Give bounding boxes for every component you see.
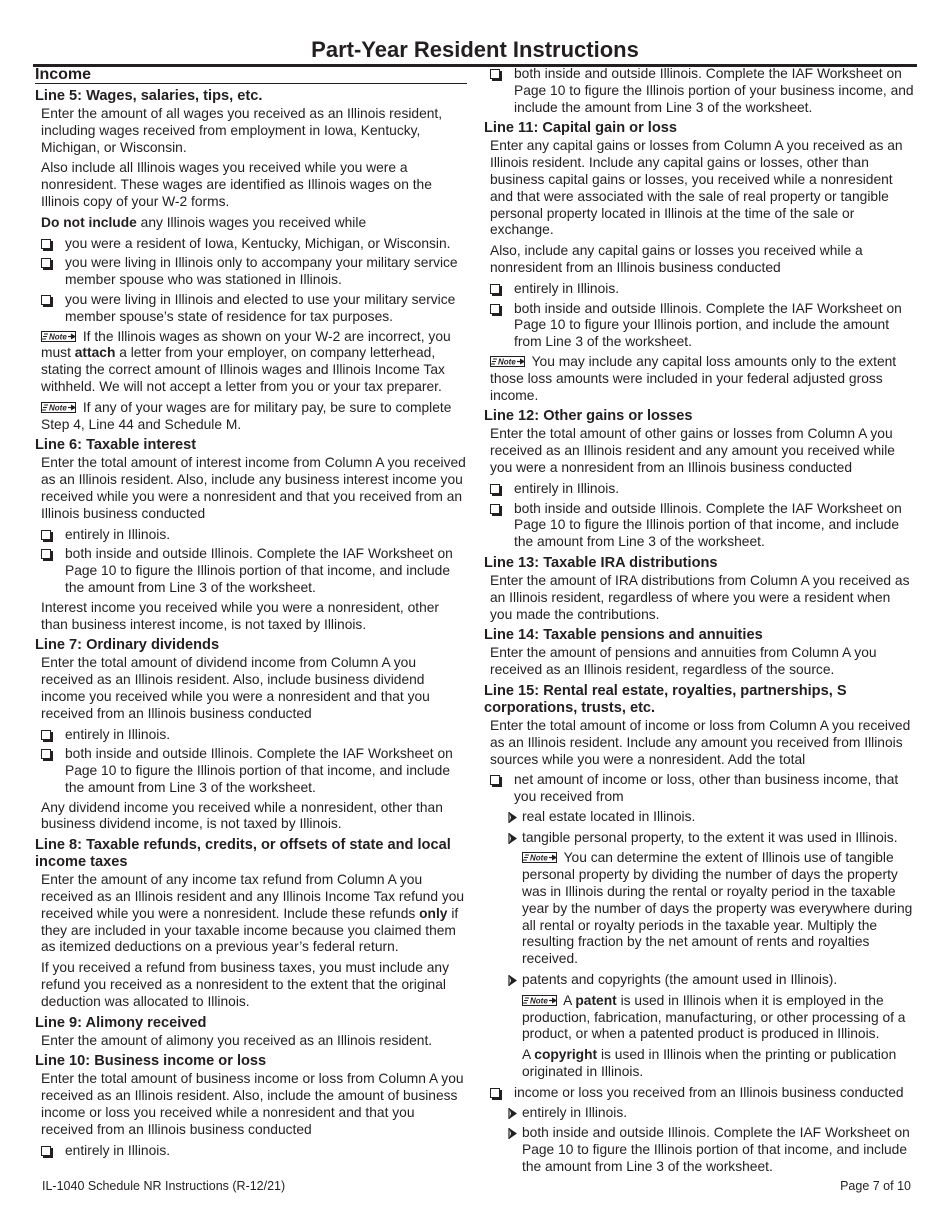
line-8-heading: Line 8: Taxable refunds, credits, or offsets of state and local income taxes: [35, 837, 451, 871]
checkbox-item: both inside and outside Illinois. Complete the IAF Worksheet on Page 10 to figure your Illinois portion, and include the amount from Line 3 of the worksheet.: [490, 301, 916, 351]
note-icon: [41, 402, 77, 413]
emphasis-text: Do not include: [41, 214, 137, 230]
body-text: Enter the amount of any income tax refund from Column A you received as an Illinois resident and any Illinois Income Tax refund you received while you were a nonresident. Include these refunds: [41, 872, 465, 921]
note-icon: [41, 331, 77, 342]
page-title: Part-Year Resident Instructions: [311, 37, 639, 62]
note-icon: [522, 995, 558, 1006]
line-14-paragraph: Enter the amount of pensions and annuities from Column A you received as an Illinois resident, regardless of the source.: [490, 645, 877, 678]
arrow-item: [508, 1105, 916, 1122]
body-text: If the Illinois wages as shown on your W-2 are incorrect, you must: [41, 328, 451, 361]
line-7-paragraph: Any dividend income you received while a nonresident, other than business dividend income, is not taxed by Illinois.: [41, 799, 443, 832]
body-text: tangible personal property, to the extent it was used in Illinois.: [522, 829, 898, 845]
line-9-paragraph: Enter the amount of alimony you received as an Illinois resident.: [41, 1032, 433, 1048]
body-text: a letter from your employer, on company letterhead, stating the correct amount of Illinois wages and Illinois Income Tax withheld. We will not accept a letter from you or your tax preparer.: [41, 345, 445, 394]
arrow-bullet-icon: [508, 1128, 518, 1139]
line-11-paragraph: Also, include any capital gains or losses you received while a nonresident from an Illinois business conducted: [490, 243, 863, 275]
arrow-bullet-icon: [508, 833, 518, 844]
emphasis-text: copyright: [534, 1047, 598, 1063]
checkbox-item: entirely in Illinois.: [41, 727, 467, 744]
arrow-item: [508, 1125, 916, 1175]
body-text: A: [522, 1047, 535, 1063]
note-icon: [522, 852, 558, 863]
line-12-heading: Line 12: Other gains or losses: [484, 408, 693, 425]
line-5-paragraph: Also include all Illinois wages you received while you were a nonresident. These wages are identified as Illinois wages on the Illinois copy of your W-2 forms.: [41, 160, 432, 209]
checkbox-item: you were a resident of Iowa, Kentucky, Michigan, or Wisconsin.: [41, 236, 467, 253]
line-6-heading: Line 6: Taxable interest: [35, 437, 197, 454]
body-text: is used in Illinois when the printing or publication originated in Illinois.: [522, 1047, 897, 1080]
body-text: A: [560, 992, 576, 1008]
checkbox-item: net amount of income or loss, other than business income, that you received from: [490, 772, 916, 806]
line-14-heading: Line 14: Taxable pensions and annuities: [484, 627, 763, 644]
checkbox-item: both inside and outside Illinois. Complete the IAF Worksheet on Page 10 to figure the Illinois portion of that income, and include the amount from Line 3 of the worksheet.: [41, 546, 467, 596]
arrow-item: [508, 830, 916, 847]
note-paragraph: [522, 993, 916, 1043]
checkbox-item: both inside and outside Illinois. Complete the IAF Worksheet on Page 10 to figure the Illinois portion of your business income, and include the amount from Line 3 of the worksheet.: [490, 66, 916, 116]
line-15-paragraph: [522, 1047, 916, 1081]
footer-form-id: IL-1040 Schedule NR Instructions (R-12/21): [42, 1179, 286, 1193]
emphasis-text: only: [419, 905, 448, 921]
line-9-heading: Line 9: Alimony received: [35, 1014, 207, 1031]
note-paragraph: [41, 329, 467, 396]
checkbox-item: both inside and outside Illinois. Complete the IAF Worksheet on Page 10 to figure the Illinois portion of that income, and include the amount from Line 3 of the worksheet.: [490, 501, 916, 551]
body-text: is used in Illinois when it is employed in the production, fabrication, manufacturing, or other processing of a product, or when a patented product is produced in Illinois.: [522, 992, 906, 1042]
line-13-heading: Line 13: Taxable IRA distributions: [484, 554, 718, 571]
emphasis-text: patent: [575, 992, 617, 1008]
emphasis-text: attach: [74, 345, 116, 361]
right-column: [484, 66, 916, 1180]
body-text: if they are included in your taxable income because you claimed them as itemized deductions on a previous year’s federal return.: [41, 905, 459, 955]
footer-page-number: Page 7 of 10: [840, 1179, 911, 1193]
line-5-paragraph: Enter the amount of all wages you received as an Illinois resident, including wages received from employment in Iowa, Kentucky, Michigan, or Wisconsin.: [41, 106, 443, 155]
line-8-paragraph: [41, 872, 467, 956]
checkbox-item: you were living in Illinois and elected to use your military service member spouse’s state of residence for tax purposes.: [41, 292, 467, 326]
line-12-paragraph: Enter the total amount of other gains or losses from Column A you received as an Illinois resident and any amount you received while you were a nonresident from an Illinois business conducted: [490, 426, 895, 475]
line-8-paragraph: If you received a refund from business taxes, you must include any refund you received as a nonresident to the extent that the original deduction was allocated to Illinois.: [41, 960, 449, 1009]
body-text: both inside and outside Illinois. Complete the IAF Worksheet on Page 10 to figure the Illinois portion of that income, and include the amount from Line 3 of the worksheet.: [522, 1125, 910, 1175]
body-text: You can determine the extent of Illinois use of tangible personal property by dividing the number of days the property was in Illinois during the rental or royalty period in the taxable year by the number of days the property was everywhere during all rental or royalty periods in the taxable year. Multiply the resulting fraction by the net amount of rents and royalties received.: [522, 850, 913, 967]
note-paragraph: [490, 354, 916, 404]
line-7-heading: Line 7: Ordinary dividends: [35, 637, 220, 654]
line-10-paragraph: Enter the total amount of business income or loss from Column A you received as an Illinois resident. Also, include the amount of business income or loss you received while a nonresident and that you received from an Illinois business conducted: [41, 1071, 464, 1137]
line-13-paragraph: Enter the amount of IRA distributions from Column A you received as an Illinois resident, regardless of where you were a resident when you made the contributions.: [490, 572, 910, 622]
checkbox-item: you were living in Illinois only to accompany your military service member spouse who was stationed in Illinois.: [41, 255, 467, 289]
body-text: You may include any capital loss amounts only to the extent those loss amounts were included in your federal adjusted gross income.: [490, 353, 897, 403]
line-11-paragraph: Enter any capital gains or losses from Column A you received as an Illinois resident. Include any capital gains or losses, other than business capital gains or losses, you received while a nonresident and that were associated with the sale of real property or tangible personal property located in Illinois at the time of the sale or exchange.: [490, 138, 903, 238]
line-10-heading: Line 10: Business income or loss: [35, 1053, 267, 1070]
checkbox-item: entirely in Illinois.: [490, 281, 916, 298]
line-11-heading: Line 11: Capital gain or loss: [484, 120, 678, 137]
line-15-paragraph: Enter the total amount of income or loss from Column A you received as an Illinois resident. Include any amount you received from Illinois sources while you were a nonresident. Add the total: [490, 717, 911, 767]
checkbox-item: both inside and outside Illinois. Complete the IAF Worksheet on Page 10 to figure the Illinois portion of that income, and include the amount from Line 3 of the worksheet.: [41, 746, 467, 796]
arrow-bullet-icon: [508, 975, 518, 986]
arrow-bullet-icon: [508, 812, 518, 823]
checkbox-item: income or loss you received from an Illinois business conducted: [490, 1085, 916, 1102]
line-6-paragraph: Enter the total amount of interest income from Column A you received as an Illinois resident. Also, include any business interest income you received while you were a nonresident and that you received from an Illinois business conducted: [41, 455, 466, 521]
line-7-paragraph: Enter the total amount of dividend income from Column A you received as an Illinois resident. Also, include business dividend income you received while you were a nonresident and that you received from an Illinois business conducted: [41, 655, 430, 721]
note-paragraph: [41, 400, 467, 434]
arrow-bullet-icon: [508, 1108, 518, 1119]
body-text: patents and copyrights (the amount used in Illinois).: [522, 972, 838, 988]
arrow-item: [508, 809, 916, 826]
line-6-paragraph: Interest income you received while you were a nonresident, other than business interest income, is not taxed by Illinois.: [41, 599, 440, 632]
body-text: If any of your wages are for military pay, be sure to complete Step 4, Line 44 and Schedule M.: [41, 399, 452, 432]
note-paragraph: [522, 850, 916, 968]
body-text: entirely in Illinois.: [522, 1104, 628, 1120]
checkbox-item: entirely in Illinois.: [41, 1143, 467, 1160]
line-15-heading: Line 15: Rental real estate, royalties, partnerships, S corporations, trusts, etc.: [484, 682, 847, 716]
body-text: real estate located in Illinois.: [522, 808, 696, 824]
checkbox-item: entirely in Illinois.: [41, 527, 467, 544]
line-5-heading: Line 5: Wages, salaries, tips, etc.: [35, 88, 263, 104]
left-column: [35, 66, 467, 1162]
checkbox-item: entirely in Illinois.: [490, 481, 916, 498]
section-heading-income: Income: [35, 66, 467, 84]
note-icon: [490, 356, 526, 367]
line-5-paragraph: [41, 215, 467, 232]
arrow-item: [508, 972, 916, 989]
body-text: any Illinois wages you received while: [136, 214, 367, 230]
